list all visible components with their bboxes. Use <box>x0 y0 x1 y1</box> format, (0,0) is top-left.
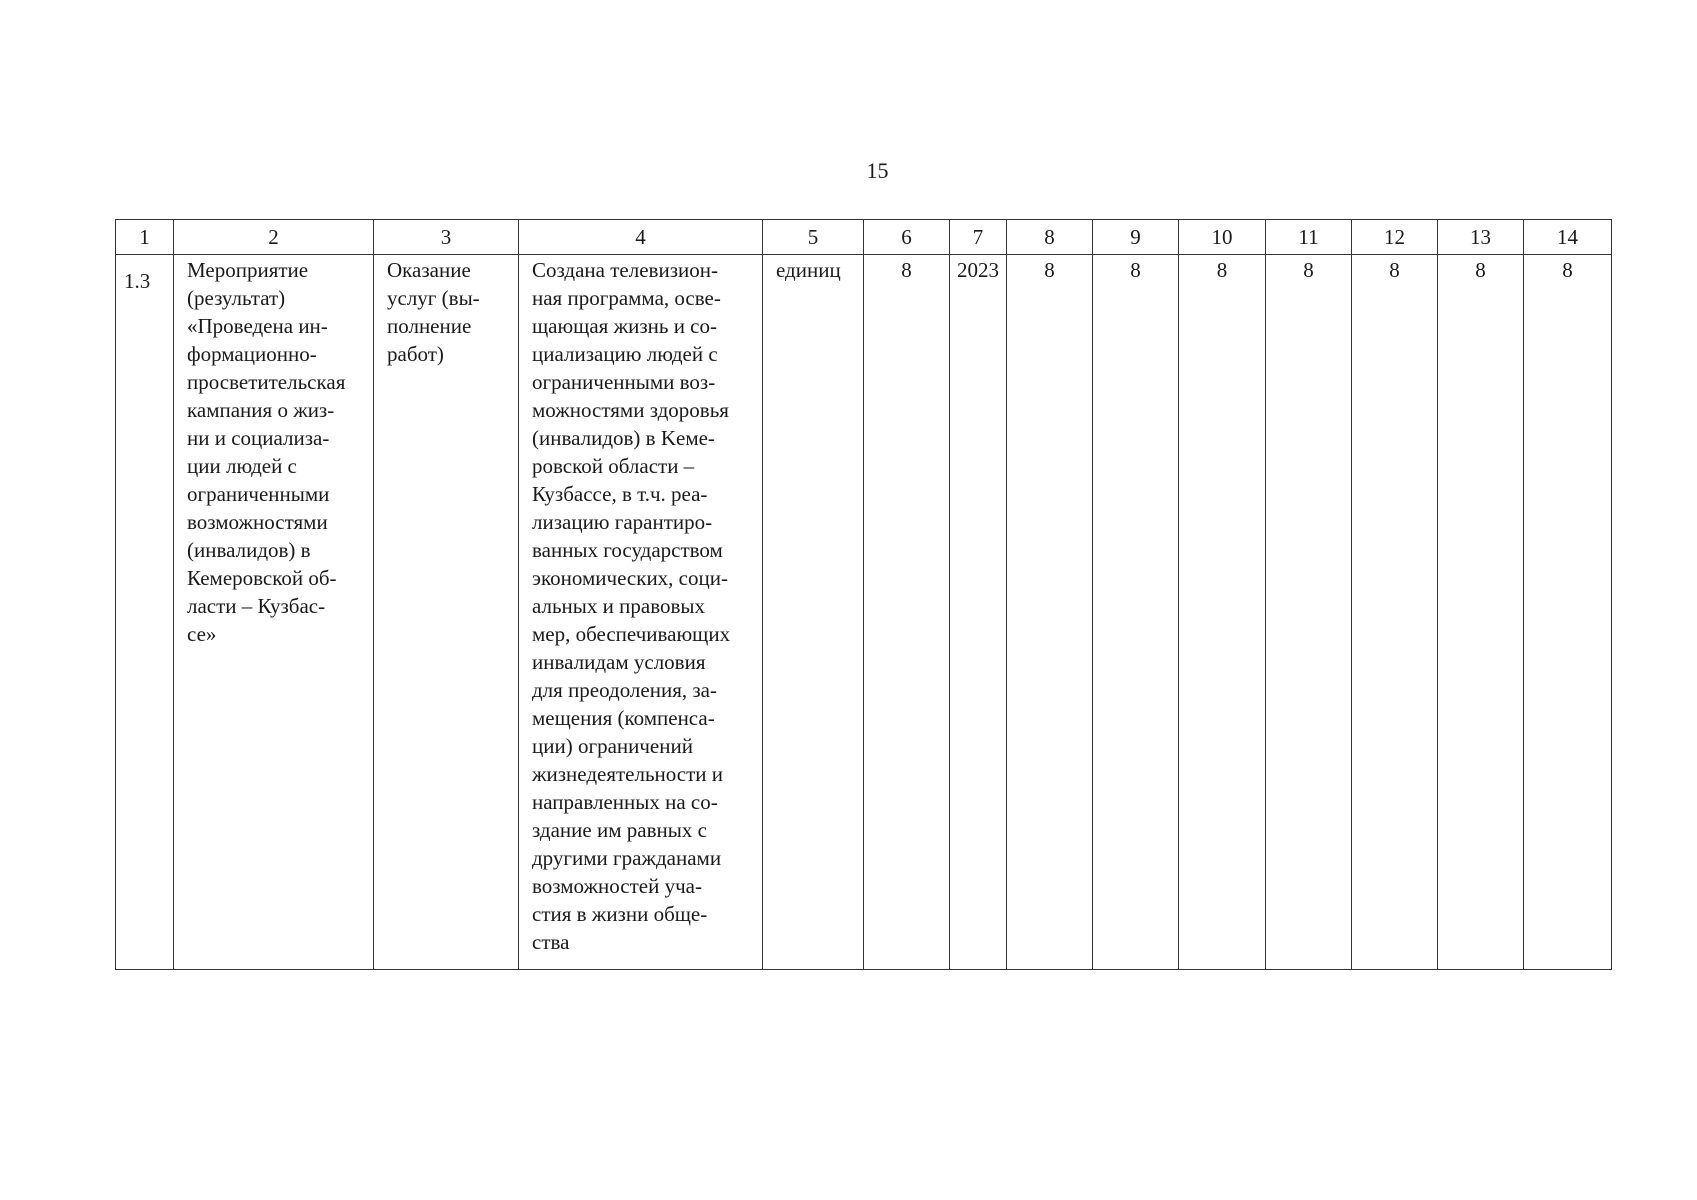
col-header-3: 3 <box>374 220 519 255</box>
col-header-1: 1 <box>116 220 174 255</box>
col-header-12: 12 <box>1352 220 1438 255</box>
value-cell: 8 <box>1179 255 1266 970</box>
col-header-4: 4 <box>519 220 763 255</box>
col-header-6: 6 <box>864 220 950 255</box>
table-row <box>116 255 1612 970</box>
header-row <box>116 220 1612 255</box>
page-number: 15 <box>866 158 889 183</box>
row-number-cell: 1.3 <box>116 255 174 970</box>
value-cell: 8 <box>1093 255 1179 970</box>
col-header-14: 14 <box>1524 220 1612 255</box>
col-header-7: 7 <box>950 220 1007 255</box>
value-cell: 8 <box>1352 255 1438 970</box>
col-header-10: 10 <box>1179 220 1266 255</box>
col-header-8: 8 <box>1007 220 1093 255</box>
col-header-2: 2 <box>174 220 374 255</box>
value-cell: 8 <box>1007 255 1093 970</box>
event-cell: Мероприятие (результат) «Проведена ин- формационно- просветительская кампания о жиз- ни и социализа- ции людей с ограниченными возможностями (инвалидов) в Кемеровской об- ласти – Кузбас- се» <box>174 255 374 970</box>
value-cell: 8 <box>1438 255 1524 970</box>
description-cell: Создана телевизион- ная программа, осве- щающая жизнь и со- циализацию людей с ограниченными воз- можностями здоровья (инвалидов) в Keме- ровской области – Кузбассе, в т.ч. реа- лизацию гарантиро- ванных государством экономических, соци- альных и правовых мер, обеспечивающих инвалидам условия для преодоления, за- мещения (компенса- ции) ограничений жизнедеятельности и направленных на со- здание им равных с другими гражданами возможностей уча- стия в жизни обще- ства <box>519 255 763 970</box>
base-year-cell: 2023 <box>950 255 1007 970</box>
value-cell: 8 <box>1266 255 1352 970</box>
col-header-11: 11 <box>1266 220 1352 255</box>
base-value-cell: 8 <box>864 255 950 970</box>
col-header-13: 13 <box>1438 220 1524 255</box>
value-cell: 8 <box>1524 255 1612 970</box>
col-header-5: 5 <box>763 220 864 255</box>
col-header-9: 9 <box>1093 220 1179 255</box>
unit-cell: единиц <box>763 255 864 970</box>
indicators-table <box>115 219 1612 970</box>
type-cell: Оказание услуг (вы- полнение работ) <box>374 255 519 970</box>
